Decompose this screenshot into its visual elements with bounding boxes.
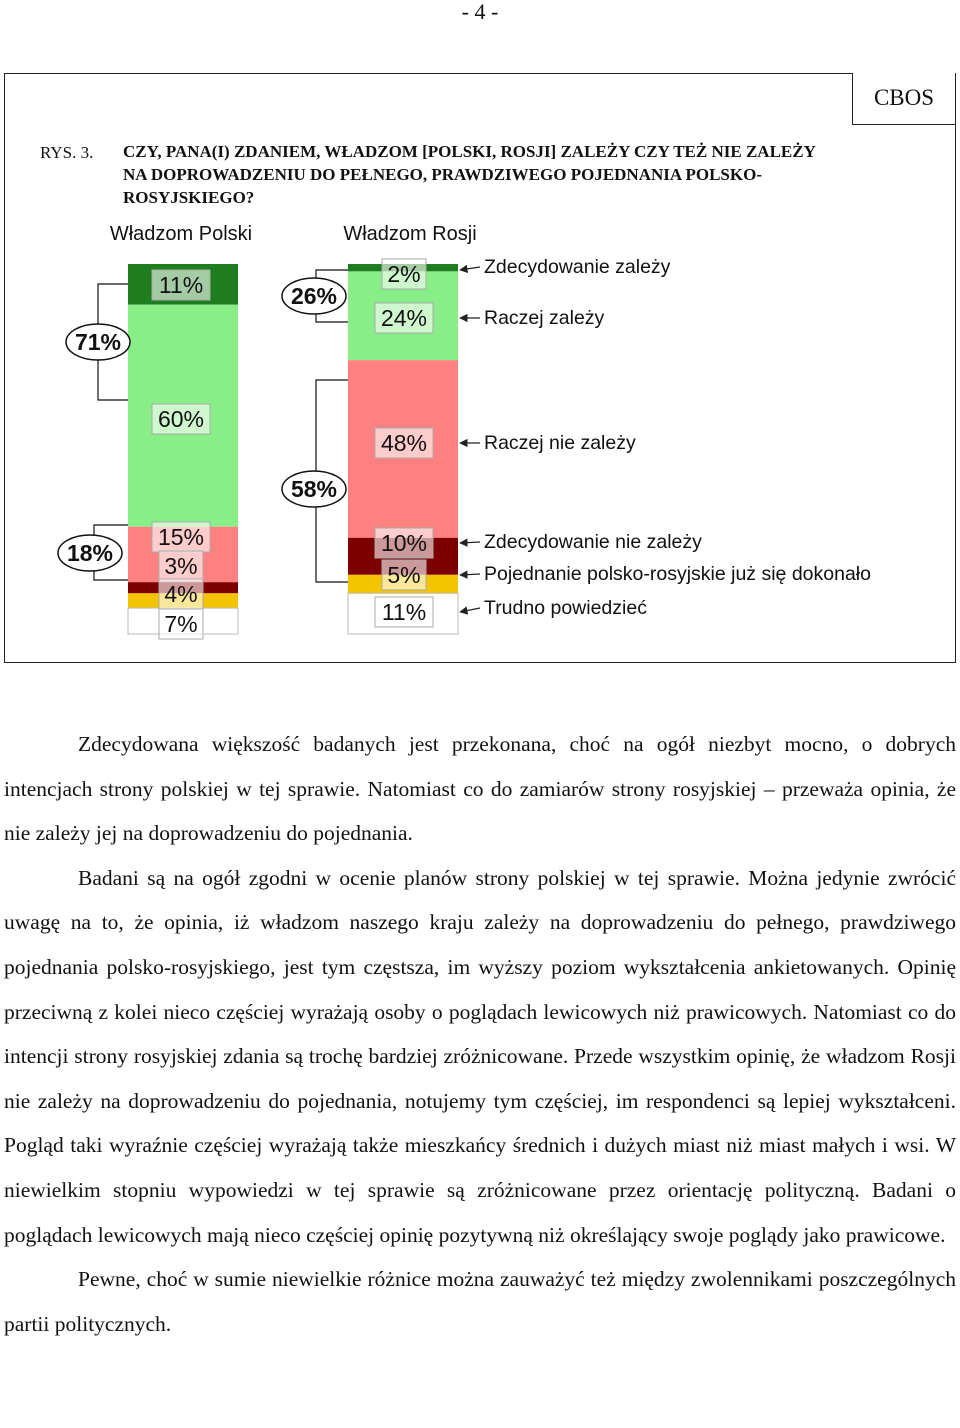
paragraph: Zdecydowana większość badanych jest przekonana, choć na ogół niezbyt mocno, o dobrych intencjach strony polskiej w tej sprawie. Natomiast co do zamiarów strony rosyjskiej – przeważa opinia, że nie zależy jej na doprowadzeniu do pojednania. [4, 732, 956, 846]
legend-arrow [460, 574, 480, 575]
legend-label: Trudno powiedzieć [484, 597, 647, 619]
data-label: 4% [164, 581, 198, 607]
legend-label: Zdecydowanie zależy [484, 256, 671, 278]
legend-label: Raczej nie zależy [484, 432, 636, 454]
data-label: 10% [380, 530, 428, 556]
page-number: - 4 - [461, 0, 499, 24]
total-label: 71% [74, 329, 122, 355]
data-label: 48% [380, 430, 428, 456]
data-label: 15% [157, 524, 205, 550]
legend-arrow [460, 267, 480, 270]
data-label: 2% [387, 261, 421, 287]
paragraph: Badani są na ogół zgodni w ocenie planów strony polskiej w tej sprawie. Można jedynie zwrócić uwagę na to, że opinia, iż władzom naszego kraju zależy na doprowadzeniu do pełnego, prawdziwego pojednania polsko-rosyjskiego, jest tym częstsza, im wyższy poziom wykształcenia ankietowanych. Opinię przeciwną z kolei nieco częściej wyrażają osoby o poglądach lewicowych niż prawicowych. Natomiast co do intencji strony rosyjskiej zdania są trochę bardziej zróżnicowane. Przede wszystkim opinię, że władzom Rosji nie zależy na doprowadzeniu do pojednania, notujemy tym częściej, im respondenci są lepiej wykształceni. Pogląd taki wyraźnie częściej wyrażają także mieszkańcy średnich i dużych miast niż miast małych i wsi. W niewielkim stopniu wypowiedzi w tej sprawie są zróżnicowane przez orientację polityczną. Badani o poglądach lewicowych mają nieco częściej opinię pozytywną niż określający swoje poglądy jako prawicowe. [4, 865, 956, 1247]
category-label: Władzom Rosji [343, 223, 477, 245]
brand-box: CBOS [852, 73, 956, 125]
data-label: 7% [164, 611, 198, 637]
data-label: 60% [157, 406, 205, 432]
data-label: 24% [380, 305, 428, 331]
data-label: 11% [158, 272, 204, 298]
body-text [4, 722, 956, 1346]
data-label: 11% [381, 599, 427, 625]
data-label: 5% [387, 562, 421, 588]
total-label: 26% [290, 283, 338, 309]
figure-label: RYS. 3. [40, 143, 94, 162]
stacked-bar-chart [0, 0, 960, 700]
paragraph: Pewne, choć w sumie niewielkie różnice można zauważyć też między zwolennikami poszczególnych partii politycznych. [4, 1267, 956, 1336]
data-label: 3% [164, 553, 198, 579]
legend-label: Raczej zależy [484, 307, 605, 329]
legend-arrow [460, 542, 480, 543]
legend-label: Pojednanie polsko-rosyjskie już się dokonało [484, 563, 871, 585]
category-label: Władzom Polski [109, 223, 253, 245]
total-label: 58% [290, 476, 338, 502]
legend-arrow [460, 608, 480, 612]
total-label: 18% [66, 540, 114, 566]
legend-label: Zdecydowanie nie zależy [484, 531, 702, 553]
figure-title: CZY, PANA(I) ZDANIEM, WŁADZOM [POLSKI, ROSJI] ZALEŻY CZY TEŻ NIE ZALEŻY NA DOPROWADZENIU DO PEŁNEGO, PRAWDZIWEGO POJEDNANIA POLSKO-ROSYJSKIEGO? [123, 142, 816, 207]
